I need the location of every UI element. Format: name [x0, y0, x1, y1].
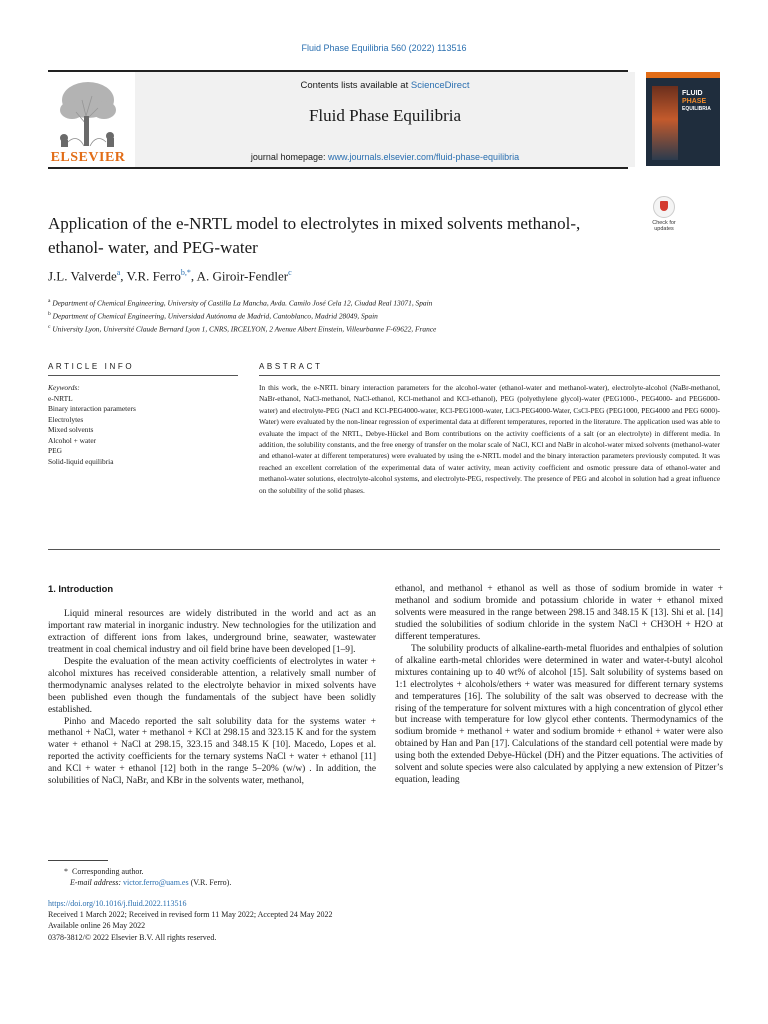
body-paragraph: Despite the evaluation of the mean activity coefficients of electrolytes in water + alcohol mixtures has received considerable attention, a relatively small number of thermodynamic analyses related to the electrolyte behavior in mixed solvents have been published even though the fundamentals of the subject have been solidly established.: [48, 656, 376, 715]
homepage-link[interactable]: www.journals.elsevier.com/fluid-phase-equilibria: [327, 152, 520, 162]
keyword-item: Mixed solvents: [48, 425, 94, 434]
contents-availability: [135, 80, 635, 91]
abstract-text: In this work, the e-NRTL binary interaction parameters for the alcohol-water (ethanol-water and methanol-water), electrolyte-alcohol (NaBr-methanol, NaBr-ethanol, NaCl-methanol, NaCl-ethanol, KCl-methanol and KCl-ethanol), PEG (polyethylene glycol)-water (PEG1000-, PEG4000- and PEG6000-water) and electrolyte-PEG (NaCl and KCl-PEG4000-water, KCl-PEG1000-water, LiCl-PEG4000-Water, CsCl-PEG (PEG1000, PEG4000 and PEG 6000)-Water) were evaluated by the non-linear regression of experimental data at different temperatures, reported in the literature. The application used was able to evaluate the impact of the NRTL, Debye-Hückel and Born contributions on the activity coefficients of a salt (or an electrolyte) in different media. In addition, the solubility constants, and the free energy of transfer on the molar scale of NaCl, KCl and NaBr in alcohol-water mixed solvents (methanol-water and ethanol-water at different temperatures) were evaluated by using the e-NRTL model and the binary interaction parameters previously computed. It was reached an excellent correlation of the experimental data of water activity, mean activity coefficient and osmotic pressure data of ethanol-water and methanol-water solutions, electrolyte-alcohol systems, and electrolyte-PEG, respectively. The presence of PEG and alcohol in solution had a great influence on the solubility of the solid phases.: [259, 383, 720, 495]
keyword-item: Alcohol + water: [48, 435, 97, 445]
corresponding-text: Corresponding author.: [72, 867, 144, 876]
publisher-wordmark: ELSEVIER: [50, 150, 126, 165]
article-info-rule: [48, 375, 238, 376]
author-name[interactable]: J.L. Valverde: [48, 268, 117, 284]
elsevier-tree-icon: [46, 76, 130, 148]
affiliation-list: [48, 296, 728, 335]
corresponding-mark: *: [64, 867, 68, 876]
body-paragraph: ethanol, and methanol + ethanol as well as those of sodium bromide in water + methanol and sodium bromide and potassium chloride in water + ethanol mixed solvents were measured in the range between 298.15 and 348.15 K [13]. Shi et al. [14] studied the solubilities of sodium chloride in the system NaCl + CH3OH + H2O at different temperatures.: [395, 584, 723, 642]
keyword-item: Solid-liquid equilibria: [48, 456, 114, 466]
affiliation-text: Department of Chemical Engineering, Universidad Autónoma de Madrid, Cantoblanco, Madrid 28049, Spain: [52, 311, 378, 321]
contents-prefix: Contents lists available at: [300, 80, 411, 91]
cover-title-line1: FLUID: [682, 90, 703, 97]
cover-stripe: [646, 72, 720, 78]
keyword-item: Binary interaction parameters: [48, 404, 136, 413]
author-affiliation-mark[interactable]: c: [288, 268, 292, 277]
author-separator: ,: [120, 268, 127, 284]
affiliation-text: Department of Chemical Engineering, University of Castilla La Mancha, Avda. Camilo José Cela 12, Ciudad Real 13071, Spain: [52, 298, 433, 308]
homepage-prefix: journal homepage:: [250, 152, 328, 162]
abstract-rule: [259, 375, 720, 376]
corresponding-author-note: [48, 866, 708, 877]
author-name[interactable]: A. Giroir-Fendler: [196, 268, 289, 284]
cover-title-line2: PHASE: [682, 98, 707, 105]
cover-artwork: [652, 86, 678, 160]
check-for-updates-button[interactable]: [648, 196, 680, 230]
author-separator: ,: [190, 268, 197, 284]
section-heading-introduction: 1. Introduction: [48, 583, 114, 594]
body-paragraph: Pinho and Macedo reported the salt solubility data for the systems water + methanol + NaCl, water + methanol + KCl at 298.15 and 323.15 K and for the system water + ethanol + NaCl at 298.15, 323.15 and 348.15 K [10]. Macedo, Lopes et al. reported the activity coefficients for the ternary systems NaCl + water + ethanol [11] and KCl + water + ethanol [12] both in the range 5–20% (w/w) . In addition, the solubilities of NaCl, NaBr, and KBr in the solvents water, methanol,: [48, 716, 376, 787]
check-updates-icon: [653, 196, 675, 218]
author-affiliation-mark[interactable]: b,*: [180, 268, 191, 277]
affiliation-mark: a: [48, 298, 51, 304]
affiliation-mark: c: [48, 323, 51, 330]
keywords-label: Keywords:: [48, 383, 80, 392]
email-link[interactable]: victor.ferro@uam.es: [123, 878, 189, 887]
affiliation-mark: b: [48, 310, 51, 317]
article-info-heading: ARTICLE INFO: [48, 362, 135, 371]
journal-cover-thumbnail[interactable]: [646, 72, 720, 166]
journal-name: Fluid Phase Equilibria: [308, 106, 462, 125]
author-name[interactable]: V.R. Ferro: [126, 268, 181, 284]
footnotes: [48, 866, 708, 888]
check-updates-label: Check for updates: [652, 220, 676, 232]
abstract-bottom-rule: [48, 549, 720, 550]
email-suffix: (V.R. Ferro).: [190, 878, 232, 887]
affiliation-item: [48, 309, 728, 322]
author-affiliation-mark[interactable]: a: [116, 268, 121, 277]
keyword-item: e-NRTL: [48, 393, 73, 403]
publication-info: [48, 898, 708, 943]
body-column-right: [395, 584, 723, 787]
doi-link[interactable]: https://doi.org/10.1016/j.fluid.2022.113516: [48, 899, 187, 908]
author-list: [48, 268, 668, 284]
keywords-list: [48, 383, 238, 467]
sciencedirect-link[interactable]: ScienceDirect: [410, 80, 470, 91]
received-dates: Received 1 March 2022; Received in revised form 11 May 2022; Accepted 24 May 2022: [48, 910, 333, 920]
abstract-heading: ABSTRACT: [259, 362, 323, 371]
copyright-line: 0378-3812/© 2022 Elsevier B.V. All rights reserved.: [48, 932, 217, 942]
footnote-rule: [48, 860, 108, 861]
cover-title-line3: EQUILIBRIA: [682, 106, 711, 112]
article-title: Application of the e-NRTL model to electrolytes in mixed solvents methanol-, ethanol- water, and PEG-water: [48, 214, 581, 257]
body-paragraph: The solubility products of alkaline-earth-metal fluorides and enthalpies of solution of alkaline earth-metal chlorides were determined in water and water-t-butyl alcohol mixtures containing up to 40 wt% of alcohol [15]. Salt solubility of systems based on 1:1 electrolytes + alcohols/ethers + water was measured for different ternary systems and temperatures [16]. The solubility of the salt was observed to decrease with the rising of the temperature for solvent mixtures with a high concentration of glycol ether but increase with temperature for low glycol ether contents. Thermodynamics of the sodium bromide + methanol + water and sodium bromide + ethanol + water were also obtained by Han and Pan [17]. Calculations of the standard cell potential were made by using both the extended Debye-Hückel (DH) and the Pitzer equations. The activities of solvent and solute species were also calculated by applying a new extension of Pitzer’s equation, leading: [395, 643, 723, 786]
body-column-left: [48, 583, 376, 788]
affiliation-item: [48, 296, 728, 309]
keyword-item: PEG: [48, 446, 62, 455]
body-paragraph: Liquid mineral resources are widely distributed in the world and act as an important raw material in inorganic industry. New technologies for the utilization and extraction of different ions from lakes, underground brine, seawater, wastewater treatment in coal chemical industry and oil field brine have been developed [1–9].: [48, 608, 376, 655]
keyword-item: Electrolytes: [48, 414, 84, 424]
online-date: Available online 26 May 2022: [48, 921, 146, 931]
email-note: [48, 877, 708, 888]
email-label: E-mail address:: [70, 878, 122, 887]
affiliation-item: [48, 322, 728, 335]
affiliation-text: University Lyon, Université Claude Bernard Lyon 1, CNRS, IRCELYON, 2 Avenue Albert Einstein, Villeurbanne F-69622, France: [52, 324, 437, 334]
journal-reference-link[interactable]: Fluid Phase Equilibria 560 (2022) 113516: [301, 43, 467, 53]
header-bottom-rule: [48, 167, 628, 169]
elsevier-logo[interactable]: [46, 76, 130, 166]
journal-homepage: [135, 152, 635, 162]
